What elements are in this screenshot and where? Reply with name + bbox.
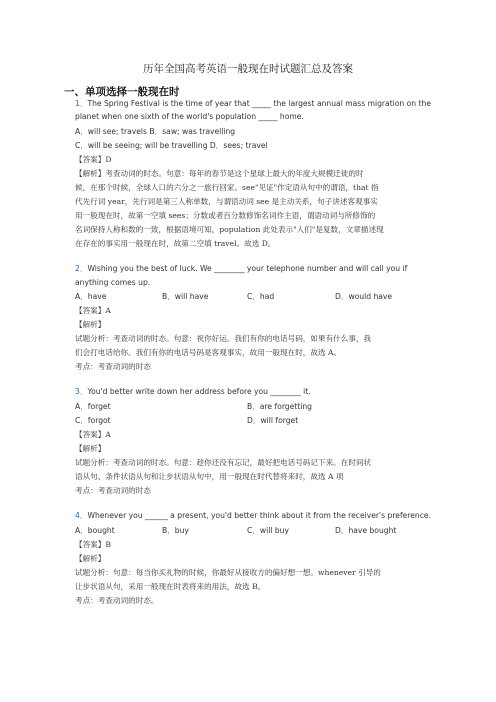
q3-number: 3． xyxy=(75,387,88,396)
q1-stem-line-2: planet when one sixth of the world's population _____ home. xyxy=(75,112,304,121)
q2-stem-text: Wishing you the best of luck. We ________ your telephone number and will call you if xyxy=(87,264,408,273)
q1-number: 1． xyxy=(75,99,88,108)
q4-point: 考点：考查动词的时态。 xyxy=(75,596,159,605)
q2-number: 2． xyxy=(75,264,88,273)
q4-option-c: C．will buy xyxy=(247,526,289,535)
q3-explanation-1: 试题分析：考查动词的时态。句意：趁你还没有忘记，最好把电话号码记下来。在时间状 xyxy=(75,458,372,467)
q2-jiexi-label: 【解析】 xyxy=(75,320,106,329)
q4-explanation-2: 让步状语从句，采用一般现在时表将来的用法，故选 B。 xyxy=(75,582,266,591)
q2-explanation-2: 们会打电话给你。我们有你的电话号码是客观事实，故用一般现在时，故选 A。 xyxy=(75,348,342,357)
q2-stem-line-2: anything comes up. xyxy=(75,278,151,287)
q3-option-a: A．forget xyxy=(75,402,111,411)
q1-options-cd: C．will be seeing; will be travelling D．sees; travel xyxy=(75,141,268,150)
q2-option-a: A．have xyxy=(75,292,107,301)
q4-answer: 【答案】B xyxy=(75,540,111,549)
q4-jiexi-label: 【解析】 xyxy=(75,554,106,563)
q1-explanation-2: 候，在那个时候，全球人口的六分之一旅行回家。see"见证"作定语从句中的谓语，that 指 xyxy=(75,183,379,192)
q4-explanation-1: 试题分析：句意：每当你买礼物的时候，你最好从接收方的偏好想一想。whenever 引导的 xyxy=(75,568,381,577)
q3-option-c: C．forgot xyxy=(75,416,111,425)
q3-stem-line-1 xyxy=(75,386,311,397)
q2-explanation-1: 试题分析：考查动词的时态。句意：祝你好运。我们有你的电话号码，如果有什么事，我 xyxy=(75,334,372,343)
q3-stem-text: You'd better write down her address before you ________ it. xyxy=(87,387,311,396)
q1-answer: 【答案】D xyxy=(75,155,112,164)
q4-option-a: A．bought xyxy=(75,526,115,535)
q4-option-d: D．have bought xyxy=(335,526,397,535)
q1-explanation-6: 在存在的事实用一般现在时，故第二空填 travel。故选 D。 xyxy=(75,239,276,248)
q3-explanation-2: 语从句、条件状语从句和让步状语从句中，用一般现在时代替将来时，故选 A 项 xyxy=(75,472,344,481)
q3-jiexi-label: 【解析】 xyxy=(75,444,106,453)
q3-answer: 【答案】A xyxy=(75,430,111,439)
q2-option-b: B．will have xyxy=(162,292,209,301)
q2-option-c: C．had xyxy=(247,292,275,301)
q4-stem-line-1 xyxy=(75,510,431,521)
q1-explanation-1: 【解析】考查动词的时态。句意：每年的春节是这个星球上最大的年度大规模迁徙的时 xyxy=(75,169,364,178)
q2-stem-line-1 xyxy=(75,263,407,274)
q2-point: 考点：考查动词的时态 xyxy=(75,362,151,371)
q3-point: 考点：考查动词的时态 xyxy=(75,486,151,495)
q4-option-b: B．buy xyxy=(162,526,189,535)
page-title: 历年全国高考英语一般现在时试题汇总及答案 xyxy=(143,63,353,75)
q1-explanation-3: 代先行词 year，先行词是第三人称单数，与谓语动词 see 是主动关系，句子讲述客观事实 xyxy=(75,197,378,206)
q1-explanation-4: 用一般现在时，故第一空填 sees；分数或者百分数修饰名词作主语，谓语动词与所修饰的 xyxy=(75,211,376,220)
q3-option-d: D．will forget xyxy=(247,416,299,425)
q1-stem-text: The Spring Festival is the time of year that _____ the largest annual mass migration on the xyxy=(87,99,431,108)
q2-option-d: D．would have xyxy=(335,292,393,301)
q4-number: 4． xyxy=(75,511,88,520)
q1-stem-line-1 xyxy=(75,98,431,109)
q1-explanation-5: 名词保持人称和数的一致，根据语境可知，population 此处表示"人们"是复数，文章描述现 xyxy=(75,225,384,234)
q2-answer: 【答案】A xyxy=(75,306,111,315)
q4-stem-text: Whenever you ______ a present, you'd better think about it from the receiver's preference. xyxy=(87,511,432,520)
q3-option-b: B．are forgetting xyxy=(247,402,312,411)
q1-options-ab: A．will see; travels B．saw; was travelling xyxy=(75,127,236,136)
section-heading: 一、单项选择一般现在时 xyxy=(64,86,180,98)
